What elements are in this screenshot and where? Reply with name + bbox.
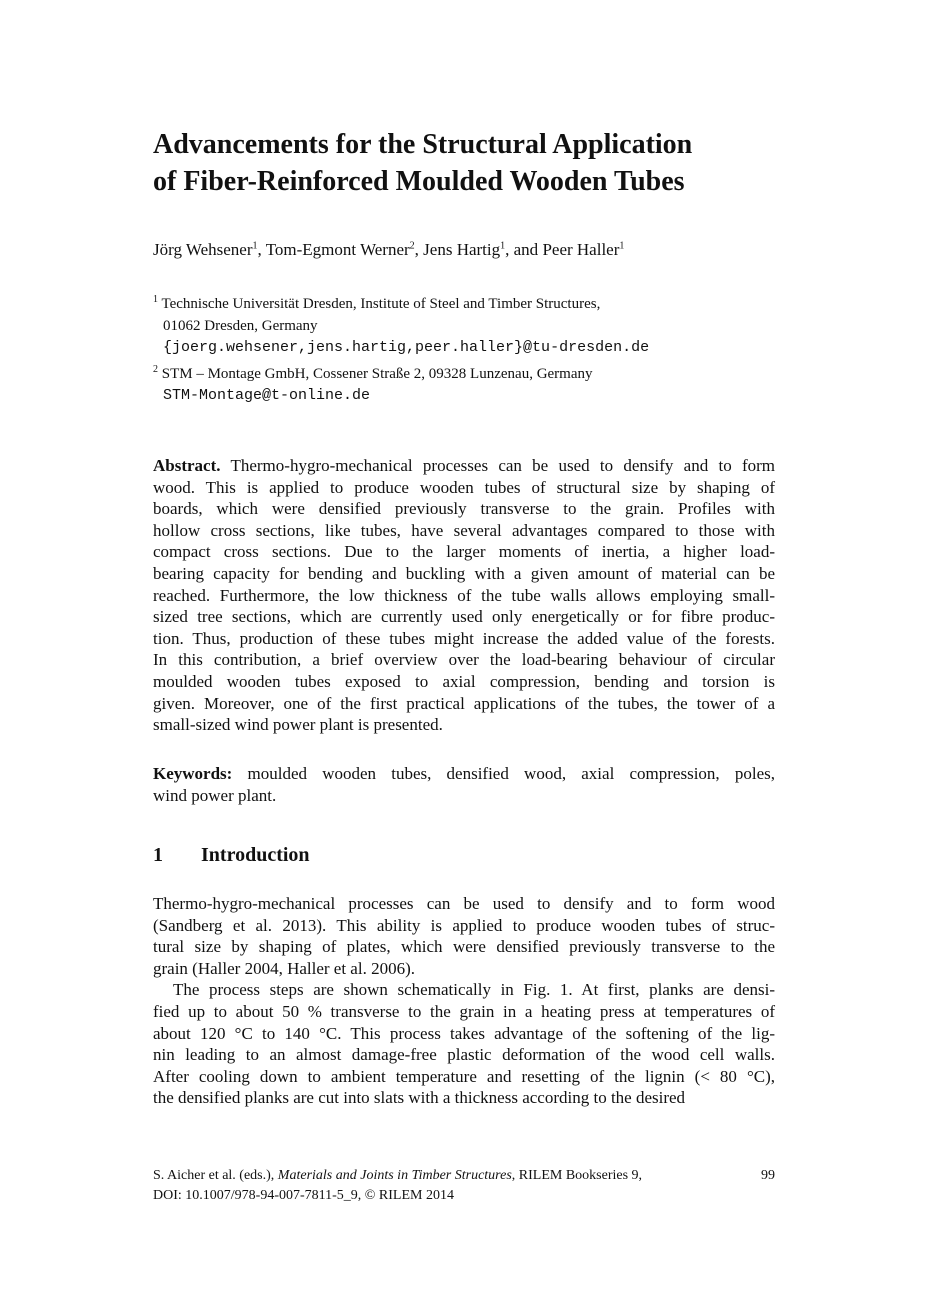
line-text: Thermo-hygro-mechanical processes can be used to densify and to form	[220, 456, 775, 475]
text-line: nin leading to an almost damage-free plastic deformation of the wood cell walls.	[153, 1045, 775, 1065]
aff-line: STM – Montage GmbH, Cossener Straße 2, 09328 Lunzenau, Germany	[161, 366, 593, 382]
sep: , and	[505, 240, 543, 259]
text-line: compact cross sections. Due to the larger moments of inertia, a higher load-	[153, 542, 775, 562]
text-line: about 120 °C to 140 °C. This process takes advantage of the softening of the lig-	[153, 1023, 775, 1043]
text-line: The process steps are shown schematically in Fig. 1. At first, planks are densi-	[173, 980, 775, 1000]
footer-prefix: S. Aicher et al. (eds.),	[153, 1168, 278, 1183]
citation	[153, 1166, 775, 1186]
text-line: Thermo-hygro-mechanical processes can be used to densify and to form wood	[153, 894, 775, 913]
footer-suffix: , RILEM Bookseries 9,	[511, 1168, 643, 1183]
aff-mark: 1	[619, 240, 625, 252]
text-line: tural size by shaping of plates, which were densified previously transverse to the	[153, 937, 775, 957]
title-line: Advancements for the Structural Application	[153, 129, 693, 160]
email-link[interactable]: {joerg.wehsener,jens.hartig,peer.haller}@tu-dresden.de	[163, 339, 650, 356]
book-title: Materials and Joints in Timber Structures	[277, 1168, 512, 1183]
line-text: moulded wooden tubes, densified wood, axial compression, poles,	[232, 764, 775, 783]
section-number: 1	[153, 844, 163, 866]
paragraph	[153, 893, 775, 979]
paragraph	[153, 979, 775, 1109]
abstract	[153, 455, 775, 736]
introduction-body	[153, 893, 775, 1109]
author: Tom-Egmont Werner	[265, 240, 410, 259]
aff-num: 1	[153, 294, 158, 305]
text-line: grain (Haller 2004, Haller et al. 2006).	[153, 958, 415, 978]
text-line: wind power plant.	[153, 785, 277, 805]
title-line: of Fiber-Reinforced Moulded Wooden Tubes	[153, 166, 685, 197]
text-line: reached. Furthermore, the low thickness of the tube walls allows employing small-	[153, 585, 775, 605]
text-line: boards, which were densified previously transverse to the grain. Profiles with	[153, 499, 775, 519]
text-line: given. Moreover, one of the first practical applications of the tubes, the tower of a	[153, 693, 775, 713]
aff-line: Technische Universität Dresden, Institute of Steel and Timber Structures,	[161, 296, 601, 312]
text-line: In this contribution, a brief overview over the load-bearing behaviour of circular	[153, 650, 775, 670]
email-link[interactable]: STM-Montage@t-online.de	[163, 387, 371, 404]
page-number: 99	[761, 1168, 775, 1183]
text-line: tion. Thus, production of these tubes might increase the added value of the forests.	[153, 628, 775, 648]
section-heading	[153, 844, 775, 867]
keywords	[153, 763, 775, 806]
paper-title	[153, 126, 775, 200]
text-line: bearing capacity for bending and buckling with a given amount of material can be	[153, 563, 775, 583]
label: Abstract.	[153, 456, 221, 475]
text-line: hollow cross sections, like tubes, have several advantages compared to those with	[153, 520, 775, 540]
author: Jens Hartig	[423, 240, 501, 259]
aff-num: 2	[153, 364, 158, 375]
text-line: After cooling down to ambient temperature and resetting of the lignin (< 80 °C),	[153, 1066, 775, 1086]
author: Jörg Wehsener	[153, 240, 253, 259]
sep: ,	[414, 240, 424, 259]
sep: ,	[257, 240, 266, 259]
footer	[153, 1166, 775, 1206]
aff-line: 01062 Dresden, Germany	[163, 318, 318, 334]
doi: DOI: 10.1007/978-94-007-7811-5_9, © RILEM 2014	[153, 1188, 454, 1203]
text-line: fied up to about 50 % transverse to the grain in a heating press at temperatures of	[153, 1001, 775, 1021]
author: Peer Haller	[542, 240, 620, 259]
label: Keywords:	[153, 764, 233, 783]
text-line: the densified planks are cut into slats with a thickness according to the desired	[153, 1088, 686, 1108]
affiliation	[153, 289, 775, 315]
aff-mark: 1	[500, 240, 506, 252]
text-line	[153, 763, 775, 785]
aff-mark: 1	[252, 240, 258, 252]
text-line: moulded wooden tubes exposed to axial compression, bending and torsion is	[153, 671, 775, 691]
author-list	[153, 240, 775, 260]
section-title: Introduction	[201, 844, 310, 866]
text-line: small-sized wind power plant is presented.	[153, 715, 443, 735]
text-line: wood. This is applied to produce wooden tubes of structural size by shaping of	[153, 477, 775, 497]
aff-mark: 2	[409, 240, 415, 252]
text-line: (Sandberg et al. 2013). This ability is applied to produce wooden tubes of struc-	[153, 915, 775, 935]
text-line: sized tree sections, which are currently used only energetically or for fibre produc-	[153, 607, 775, 627]
affiliation	[153, 359, 775, 385]
text-line	[153, 455, 775, 477]
affiliations	[153, 289, 775, 407]
